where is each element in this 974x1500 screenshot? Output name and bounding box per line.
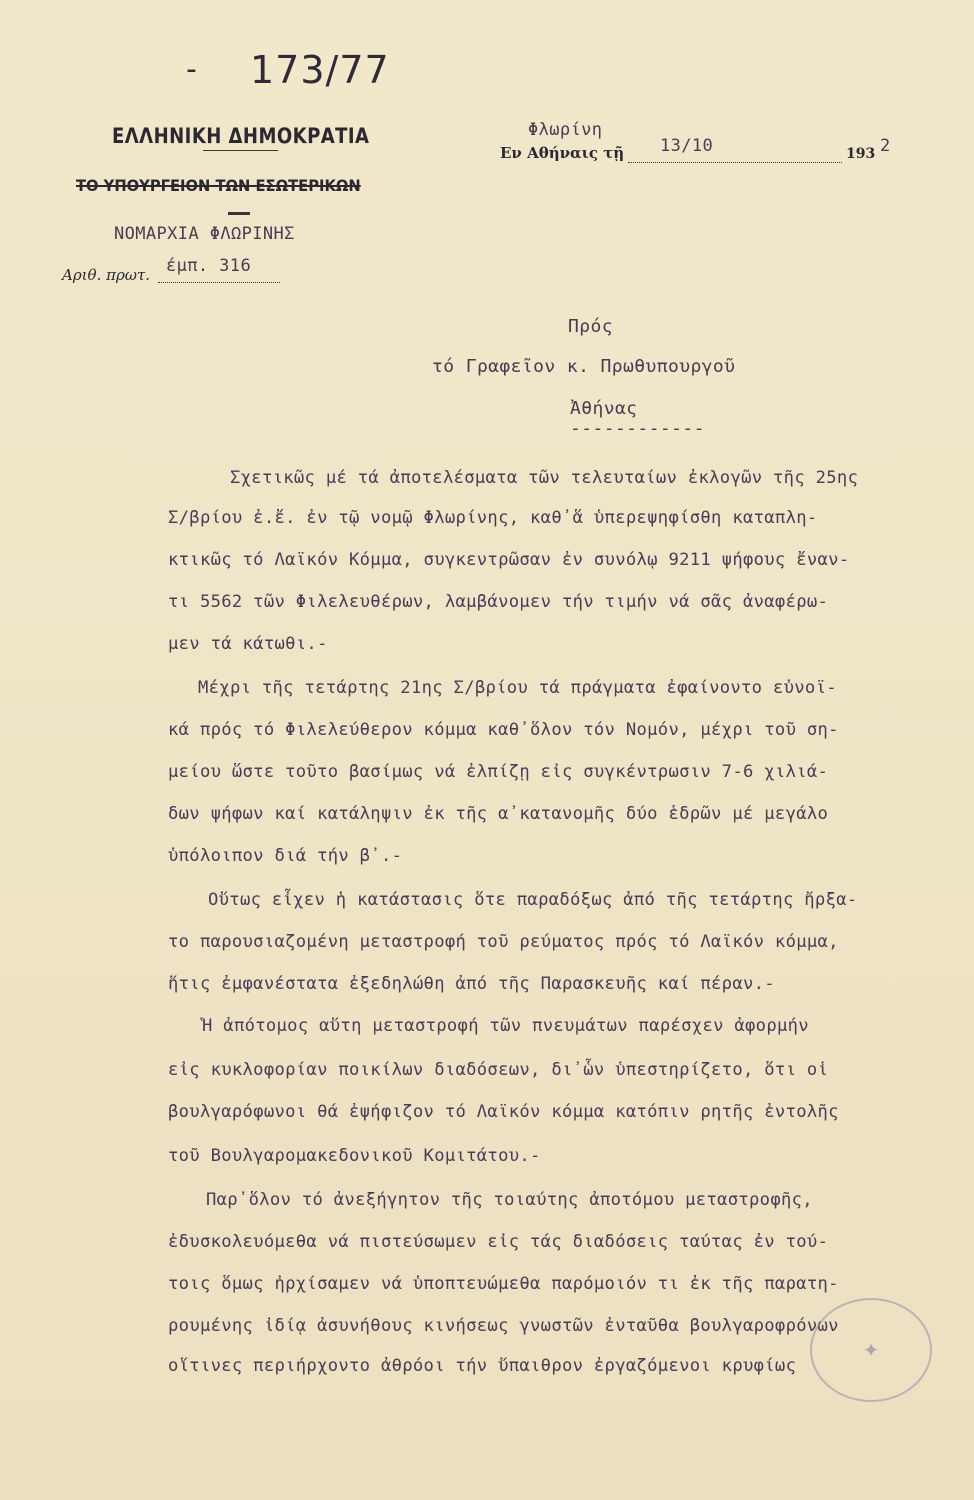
body-line: Οὕτως εἶχεν ἡ κατάστασις ὅτε παραδόξως ἀπό τῆς τετάρτης ἤρξα- xyxy=(208,890,858,910)
republic-heading: ΕΛΛΗΝΙΚΗ ΔΗΜΟΚΡΑΤΙΑ xyxy=(112,124,370,148)
body-line: Παρ᾽ὅλον τό ἀνεξήγητον τῆς τοιαύτης ἀποτόμου μεταστροφῆς, xyxy=(206,1190,813,1210)
body-line: τοις ὅμως ἠρχίσαμεν νά ὑποπτευώμεθα παρόμοιόν τι ἐκ τῆς παρατη- xyxy=(168,1274,839,1294)
body-line: το παρουσιαζομένη μεταστροφή τοῦ ρεύματος πρός τό Λαϊκόν κόμμα, xyxy=(168,932,839,952)
date-line xyxy=(628,162,842,163)
body-line: τι 5562 τῶν Φιλελευθέρων, λαμβάνομεν τήν τιμήν νά σᾶς ἀναφέρω- xyxy=(168,592,829,612)
body-line: κτικῶς τό Λαϊκόν Κόμμα, συγκεντρῶσαν ἐν συνόλῳ 9211 ψήφους ἔναν- xyxy=(168,550,850,570)
body-line: Ἡ ἀπότομος αὕτη μεταστροφή τῶν πνευμάτων παρέσχεν ἀφορμήν xyxy=(202,1016,809,1036)
body-line: Σ/βρίου ἐ.ἔ. ἐν τῷ νομῷ Φλωρίνης, καθ᾽ἅ ὑπερεψηφίσθη καταπλη- xyxy=(168,508,818,528)
reference-prefix: - xyxy=(186,52,197,87)
body-line: βουλγαρόφωνοι θά ἐψήφιζον τό Λαϊκόν κόμμα κατόπιν ρητῆς ἐντολῆς xyxy=(168,1102,839,1122)
addressee-office: τό Γραφεῖον κ. Πρωθυπουργοῦ xyxy=(432,356,736,377)
body-line: δων ψήφων καί κατάληψιν ἐκ τῆς α᾽κατανομῆς δύο ἑδρῶν μέ μεγάλο xyxy=(168,804,829,824)
year-suffix: 2 xyxy=(880,136,891,156)
place-printed: Εν Αθήναις τῇ xyxy=(500,144,625,162)
addressee-to: Πρός xyxy=(568,316,613,337)
body-line: κά πρός τό Φιλελεύθερον κόμμα καθ᾽ὅλον τόν Νομόν, μέχρι τοῦ ση- xyxy=(168,720,839,740)
heading-underline xyxy=(203,150,278,151)
body-line: ὑπόλοιπον διά τήν β᾽.- xyxy=(168,846,403,866)
archive-stamp: ✦ xyxy=(810,1298,932,1402)
body-line: Σχετικῶς μέ τά ἀποτελέσματα τῶν τελευταίων ἐκλογῶν τῆς 25ης xyxy=(230,468,859,488)
year-printed: 193 xyxy=(846,146,876,162)
protocol-line xyxy=(158,282,280,283)
body-line: μείου ὥστε τοῦτο βασίμως νά ἐλπίζῃ εἰς συγκέντρωσιν 7-6 χιλιά- xyxy=(168,762,829,782)
body-line: ἐδυσκολευόμεθα νά πιστεύσωμεν εἰς τάς διαδόσεις ταύτας ἐν τού- xyxy=(168,1232,829,1252)
body-line: τοῦ Βουλγαρομακεδονικοῦ Κομιτάτου.- xyxy=(168,1146,541,1166)
protocol-value: έμπ. 316 xyxy=(166,256,252,276)
date-value: 13/10 xyxy=(660,136,714,156)
city-correction: Φλωρίνη xyxy=(528,120,603,140)
ministry-divider xyxy=(228,212,250,215)
body-line: εἰς κυκλοφορίαν ποικίλων διαδόσεων, δι᾽ὧν ὑπεστηρίζετο, ὅτι οἱ xyxy=(168,1060,829,1080)
addressee-rule: ------------ xyxy=(570,418,705,439)
body-line: ἥτις ἐμφανέστατα ἐξεδηλώθη ἀπό τῆς Παρασκευῆς καί πέραν.- xyxy=(168,974,775,994)
prefecture-heading: ΝΟΜΑΡΧΙΑ ΦΛΩΡΙΝΗΣ xyxy=(114,224,295,244)
reference-number: 173/77 xyxy=(250,48,390,92)
addressee-city: Ἀθήνας xyxy=(570,398,638,419)
body-line: Μέχρι τῆς τετάρτης 21ης Σ/βρίου τά πράγματα ἐφαίνοντο εὐνοϊ- xyxy=(198,678,837,698)
protocol-label: Αριθ. πρωτ. xyxy=(62,266,151,284)
body-line: οἵτινες περιήρχοντο ἀθρόοι τήν ὕπαιθρον ἐργαζόμενοι κρυφίως xyxy=(168,1356,797,1376)
body-line: ρουμένης ἰδίᾳ ἀσυνήθους κινήσεως γνωστῶν ἐνταῦθα βουλγαροφρόνων xyxy=(168,1316,839,1336)
ministry-heading: ΤΟ ΥΠΟΥΡΓΕΙΟΝ ΤΩΝ ΕΣΩΤΕΡΙΚΩΝ xyxy=(76,176,361,195)
body-line: μεν τά κάτωθι.- xyxy=(168,634,328,654)
